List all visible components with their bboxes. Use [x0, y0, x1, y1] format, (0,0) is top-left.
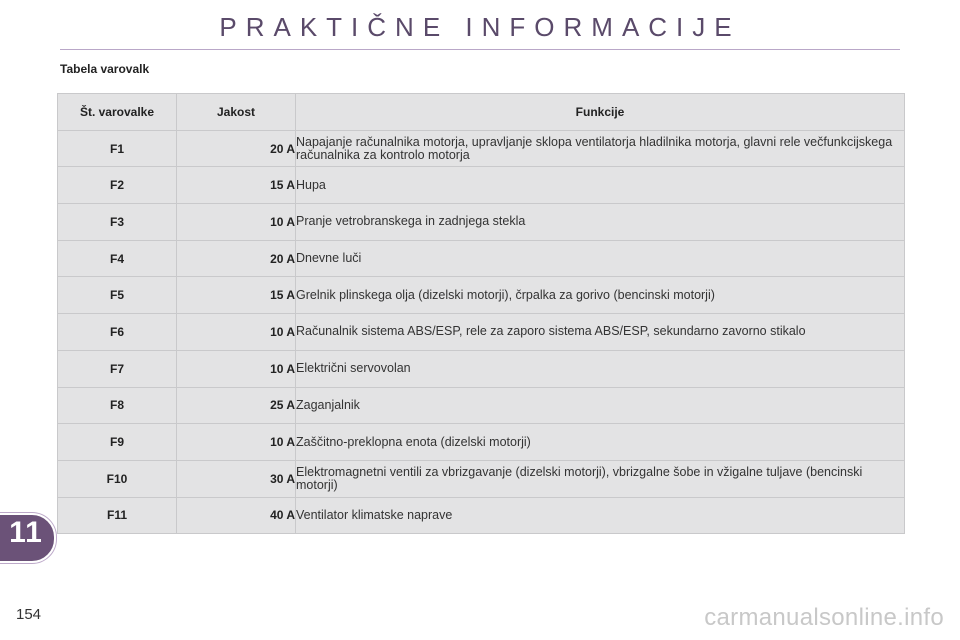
chapter-number: 11 — [9, 516, 43, 549]
watermark: carmanualsonline.info — [704, 604, 944, 631]
fuse-number-cell: F4 — [58, 240, 177, 277]
page-title: PRAKTIČNE INFORMACIJE — [219, 12, 741, 42]
fuse-function-cell: Električni servovolan — [296, 350, 905, 387]
fuse-rating-cell: 10 A — [177, 424, 296, 461]
fuse-function-cell: Grelnik plinskega olja (dizelski motorji), črpalka za gorivo (bencinski motorji) — [296, 277, 905, 314]
table-row — [58, 424, 905, 461]
table-row — [58, 130, 905, 167]
fuse-number-cell: F2 — [58, 167, 177, 204]
table-row — [58, 277, 905, 314]
table-row — [58, 387, 905, 424]
table-row — [58, 204, 905, 241]
fuse-number-cell: F7 — [58, 350, 177, 387]
fuse-number-cell: F1 — [58, 130, 177, 167]
fuse-rating-cell: 10 A — [177, 314, 296, 351]
fuse-rating-cell: 20 A — [177, 130, 296, 167]
fuse-rating-cell: 40 A — [177, 497, 296, 534]
column-header-functions: Funkcije — [296, 94, 905, 131]
page-number: 154 — [16, 606, 42, 623]
fuse-rating-cell: 10 A — [177, 204, 296, 241]
fuse-rating-cell: 10 A — [177, 350, 296, 387]
fuse-function-cell: Hupa — [296, 167, 905, 204]
fuse-number-cell: F10 — [58, 460, 177, 497]
fuse-rating-cell: 20 A — [177, 240, 296, 277]
fuse-table — [57, 93, 905, 534]
fuse-number-cell: F8 — [58, 387, 177, 424]
fuse-function-cell: Ventilator klimatske naprave — [296, 497, 905, 534]
table-row — [58, 167, 905, 204]
fuse-function-cell: Dnevne luči — [296, 240, 905, 277]
fuse-function-cell: Zaganjalnik — [296, 387, 905, 424]
column-header-fuse-number: Št. varovalke — [58, 94, 177, 131]
fuse-rating-cell: 15 A — [177, 167, 296, 204]
fuse-rating-cell: 25 A — [177, 387, 296, 424]
column-header-rating: Jakost — [177, 94, 296, 131]
fuse-number-cell: F3 — [58, 204, 177, 241]
fuse-function-cell: Računalnik sistema ABS/ESP, rele za zaporo sistema ABS/ESP, sekundarno zavorno stikalo — [296, 314, 905, 351]
table-row — [58, 460, 905, 497]
fuse-number-cell: F9 — [58, 424, 177, 461]
fuse-function-cell: Zaščitno-preklopna enota (dizelski motorji) — [296, 424, 905, 461]
table-row — [58, 497, 905, 534]
fuse-number-cell: F5 — [58, 277, 177, 314]
table-row — [58, 350, 905, 387]
fuse-function-cell: Pranje vetrobranskega in zadnjega stekla — [296, 204, 905, 241]
table-header-row — [58, 94, 905, 131]
fuse-number-cell: F11 — [58, 497, 177, 534]
fuse-number-cell: F6 — [58, 314, 177, 351]
fuse-function-cell: Elektromagnetni ventili za vbrizgavanje (dizelski motorji), vbrizgalne šobe in vžigalne tuljave (bencinski motorji) — [296, 460, 905, 497]
fuse-rating-cell: 30 A — [177, 460, 296, 497]
fuse-rating-cell: 15 A — [177, 277, 296, 314]
table-row — [58, 314, 905, 351]
section-title: Tabela varovalk — [60, 62, 150, 76]
table-row — [58, 240, 905, 277]
title-divider — [60, 49, 900, 50]
fuse-function-cell: Napajanje računalnika motorja, upravljanje sklopa ventilatorja hladilnika motorja, glavni rele večfunkcijskega računalnika za kontrolo motorja — [296, 130, 905, 167]
